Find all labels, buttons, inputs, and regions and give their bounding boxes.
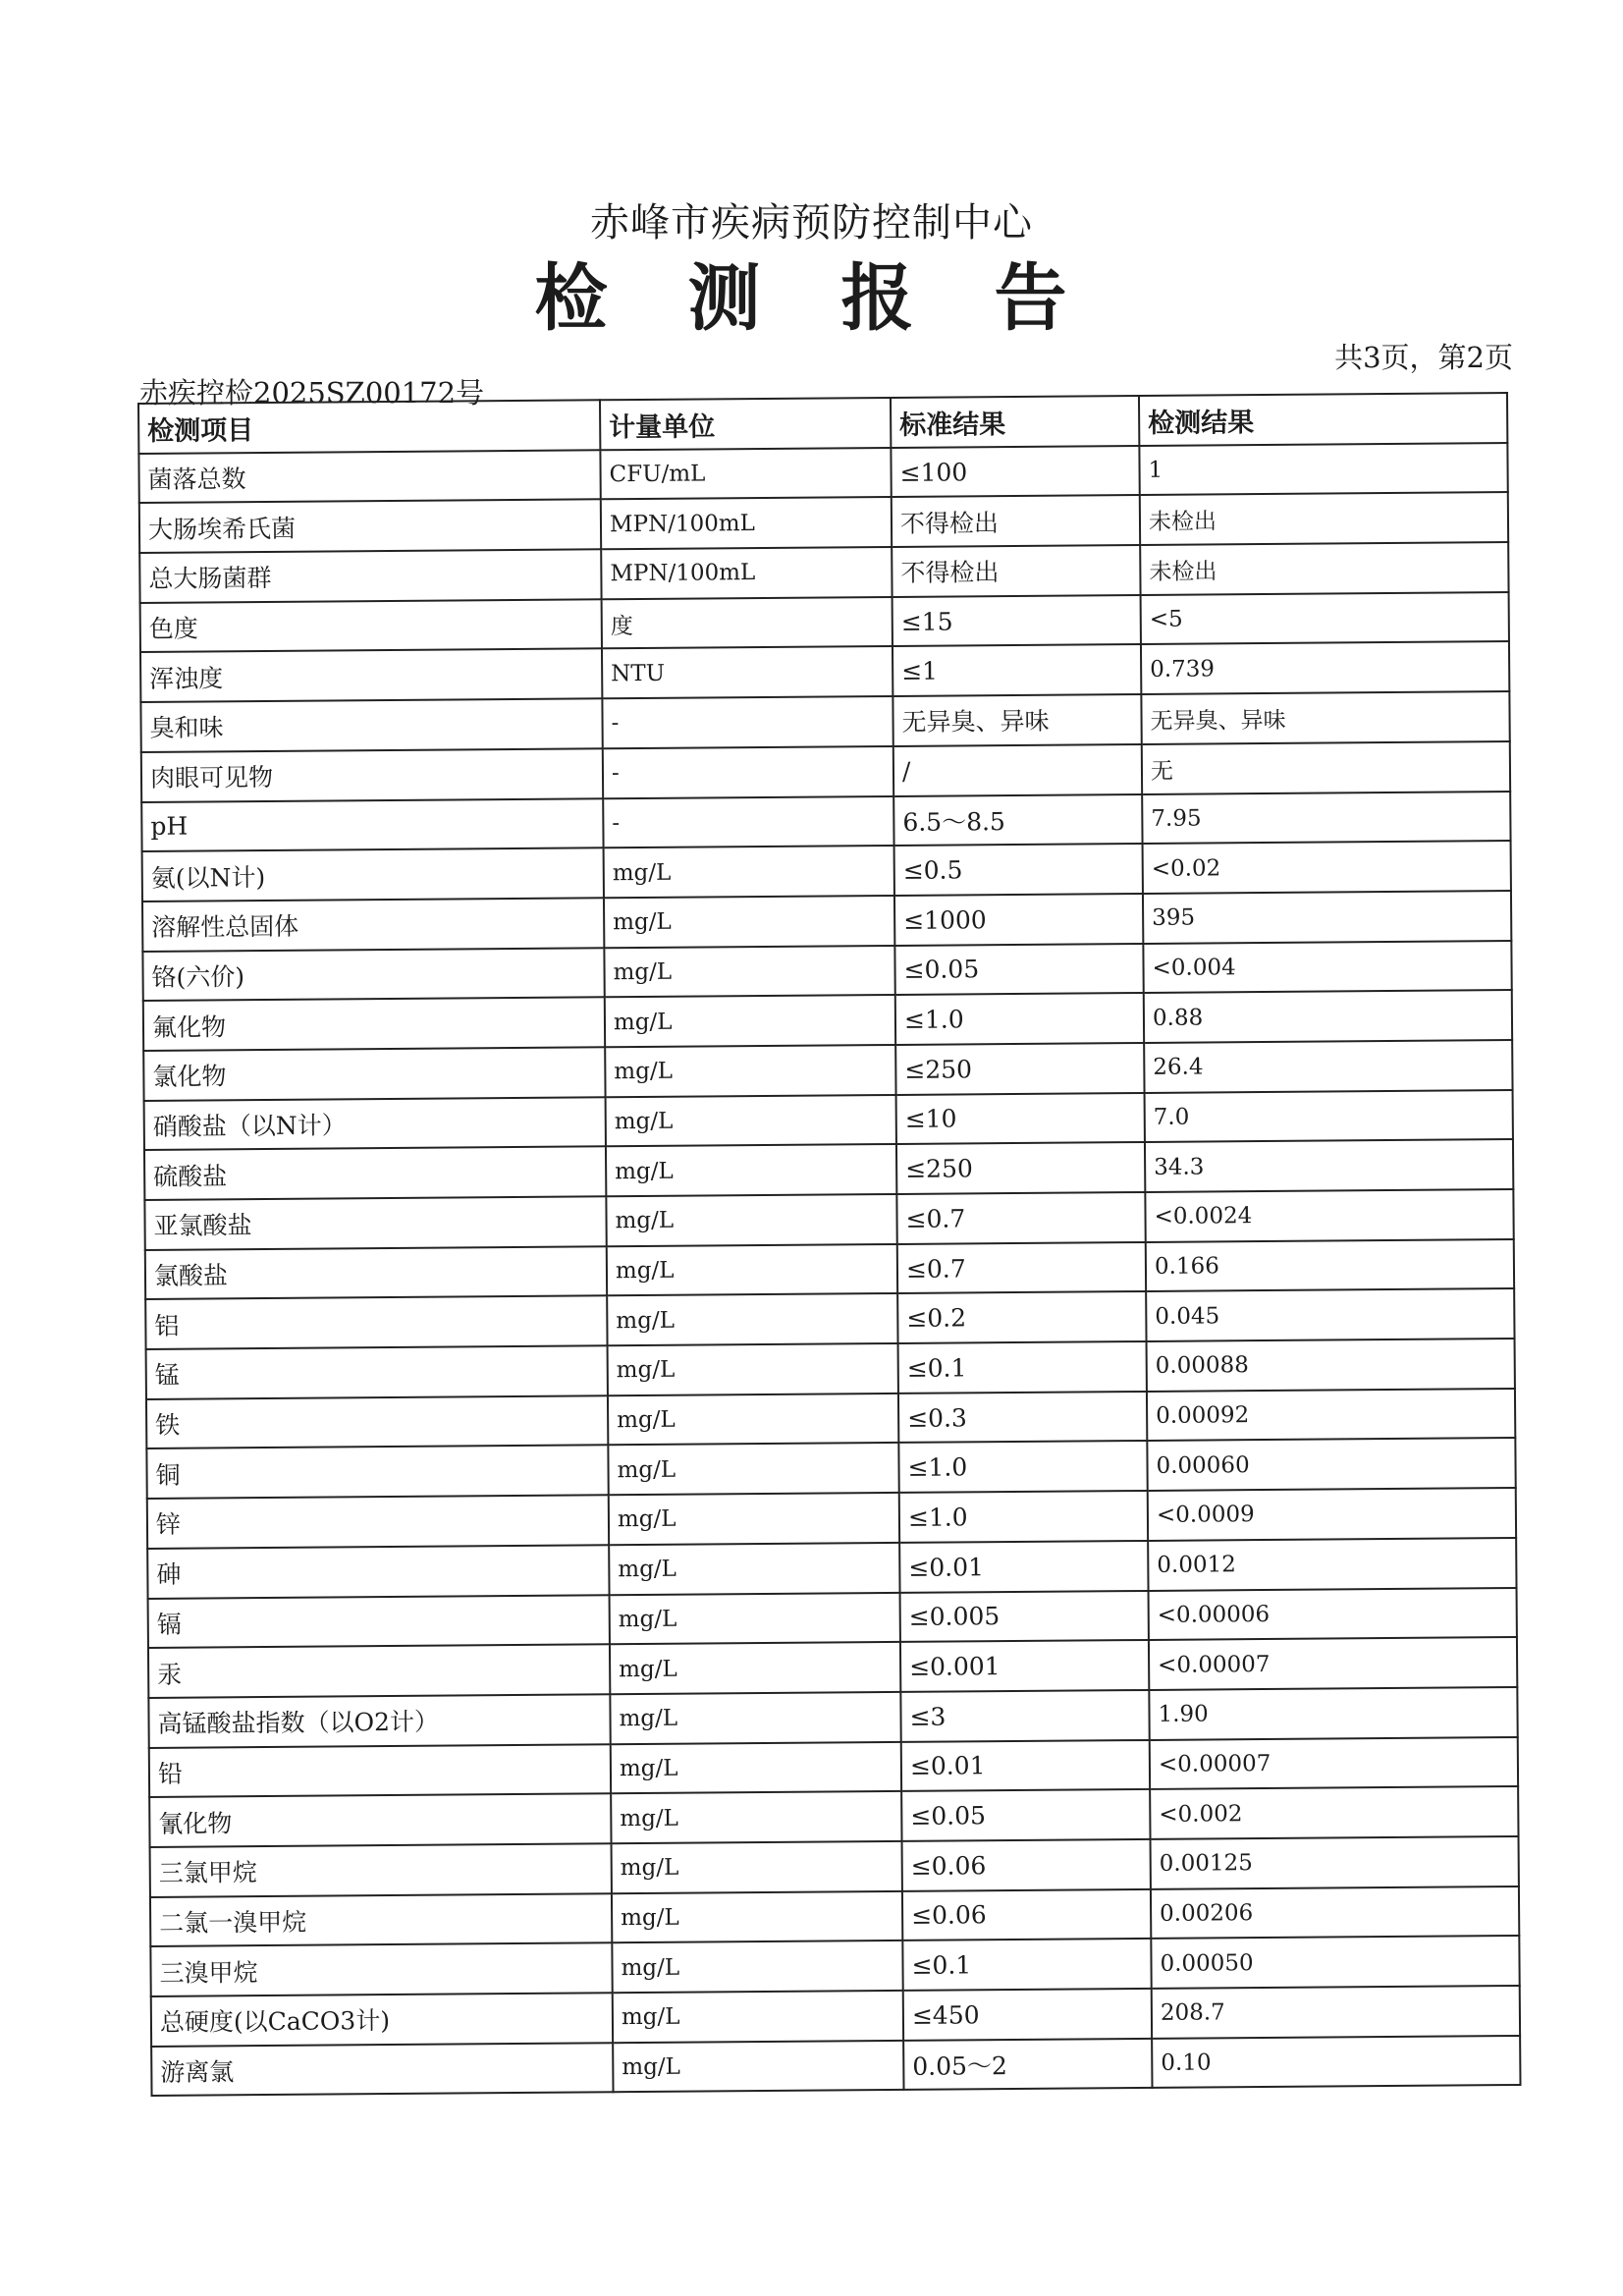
cell-item-name: 菌落总数 [138, 450, 600, 503]
cell-unit: mg/L [612, 1941, 902, 1993]
cell-unit: mg/L [606, 1095, 896, 1147]
cell-standard: ≤100 [891, 446, 1139, 498]
cell-result: 208.7 [1152, 1986, 1520, 2039]
cell-standard: ≤0.7 [897, 1242, 1146, 1294]
report-number: 赤疾控检2025SZ00172号 [139, 376, 485, 410]
cell-item-name: 氟化物 [143, 998, 605, 1051]
cell-result: <0.0009 [1148, 1488, 1516, 1541]
cell-standard: ≤0.06 [902, 1839, 1151, 1891]
cell-item-name: 色度 [140, 599, 602, 652]
cell-result: 0.88 [1144, 990, 1512, 1043]
cell-item-name: 三溴甲烷 [150, 1943, 612, 1996]
cell-unit: mg/L [610, 1642, 900, 1694]
cell-result: 无异臭、异味 [1141, 691, 1509, 744]
cell-standard: ≤0.001 [900, 1640, 1149, 1692]
cell-item-name: 汞 [148, 1644, 610, 1697]
cell-result: 0.00206 [1151, 1886, 1519, 1940]
cell-item-name: 砷 [147, 1545, 609, 1598]
cell-standard: ≤250 [896, 1142, 1145, 1194]
cell-unit: mg/L [604, 896, 894, 948]
table-body [138, 443, 1520, 2097]
cell-standard: ≤0.7 [896, 1192, 1145, 1244]
cell-unit: mg/L [609, 1543, 899, 1595]
cell-unit: mg/L [610, 1592, 900, 1644]
cell-item-name: 三氯甲烷 [150, 1843, 612, 1896]
cell-standard: ≤10 [896, 1093, 1145, 1145]
cell-standard: ≤0.06 [902, 1889, 1151, 1941]
cell-item-name: 总大肠菌群 [139, 549, 601, 602]
cell-unit: mg/L [611, 1741, 901, 1793]
cell-result: <0.002 [1150, 1786, 1518, 1839]
cell-result: <0.02 [1143, 841, 1511, 894]
cell-unit: - [602, 696, 893, 748]
cell-result: 1 [1139, 443, 1507, 496]
cell-unit: mg/L [613, 1991, 903, 2043]
cell-standard: 不得检出 [892, 545, 1140, 597]
cell-standard: ≤15 [893, 595, 1141, 647]
cell-item-name: 高锰酸盐指数（以O2计） [148, 1694, 610, 1747]
cell-standard: ≤0.1 [898, 1341, 1147, 1394]
cell-result: 0.00060 [1147, 1438, 1515, 1491]
cell-standard: ≤0.05 [894, 944, 1143, 996]
cell-standard: ≤1 [893, 644, 1141, 696]
cell-standard: 6.5～8.5 [893, 793, 1142, 846]
cell-result: 26.4 [1144, 1040, 1512, 1093]
cell-unit: mg/L [606, 1194, 896, 1246]
cell-unit: mg/L [613, 2041, 903, 2093]
cell-result: 395 [1143, 891, 1511, 944]
cell-unit: mg/L [607, 1244, 897, 1296]
cell-unit: MPN/100mL [601, 547, 892, 599]
cell-standard: ≤1.0 [895, 993, 1144, 1045]
cell-standard: ≤250 [895, 1043, 1144, 1095]
cell-item-name: 臭和味 [140, 698, 602, 751]
cell-standard: ≤0.005 [900, 1590, 1149, 1642]
cell-standard: ≤0.2 [897, 1291, 1146, 1343]
cell-result: 7.95 [1142, 792, 1510, 845]
cell-result: <5 [1141, 592, 1509, 645]
cell-result: 未检出 [1140, 492, 1508, 545]
results-table-container [137, 392, 1520, 2097]
cell-item-name: 镉 [148, 1595, 610, 1648]
organization-name: 赤峰市疾病预防控制中心 [590, 200, 1033, 246]
cell-unit: - [603, 746, 893, 798]
cell-unit: mg/L [611, 1791, 901, 1843]
cell-standard: ≤0.3 [898, 1392, 1147, 1444]
cell-result: 0.166 [1146, 1239, 1514, 1292]
cell-item-name: 铁 [146, 1395, 608, 1449]
cell-unit: mg/L [610, 1692, 900, 1744]
cell-item-name: 硝酸盐（以N计） [144, 1097, 606, 1150]
cell-standard: ≤0.01 [899, 1541, 1148, 1593]
cell-unit: - [603, 795, 893, 847]
cell-item-name: 氯酸盐 [145, 1246, 607, 1299]
cell-standard: ≤0.1 [902, 1939, 1151, 1991]
cell-result: <0.00007 [1150, 1737, 1518, 1790]
cell-unit: 度 [602, 597, 893, 649]
cell-item-name: 浑浊度 [140, 649, 602, 702]
cell-unit: mg/L [604, 946, 894, 998]
cell-result: 0.00088 [1147, 1339, 1515, 1392]
cell-item-name: 氰化物 [149, 1794, 611, 1847]
cell-result: 1.90 [1149, 1687, 1517, 1740]
cell-item-name: 溶解性总固体 [142, 898, 604, 951]
cell-result: <0.004 [1143, 941, 1511, 994]
cell-result: 0.00050 [1151, 1936, 1519, 1989]
cell-item-name: 亚氯酸盐 [144, 1196, 606, 1249]
cell-item-name: 总硬度(以CaCO3计) [151, 1993, 613, 2046]
cell-result: <0.0024 [1145, 1189, 1513, 1242]
cell-result: 34.3 [1145, 1139, 1513, 1192]
cell-standard: ≤0.5 [894, 844, 1143, 896]
cell-unit: mg/L [606, 1144, 896, 1196]
cell-unit: mg/L [608, 1394, 898, 1446]
results-table [137, 392, 1522, 2097]
cell-unit: mg/L [605, 1045, 895, 1097]
column-header-unit: 计量单位 [600, 398, 891, 450]
cell-result: 0.739 [1141, 641, 1509, 694]
cell-unit: MPN/100mL [601, 497, 892, 549]
cell-item-name: 游离氯 [151, 2043, 613, 2096]
cell-unit: CFU/mL [600, 448, 891, 500]
cell-item-name: 肉眼可见物 [141, 748, 603, 801]
cell-unit: mg/L [608, 1443, 898, 1495]
cell-result: <0.00006 [1149, 1588, 1517, 1641]
cell-unit: mg/L [607, 1293, 897, 1345]
page-indicator: 共3页，第2页 [1334, 341, 1513, 374]
cell-result: 0.10 [1152, 2036, 1520, 2089]
cell-item-name: 大肠埃希氏菌 [139, 500, 601, 553]
cell-item-name: pH [141, 798, 603, 851]
cell-standard: / [893, 744, 1142, 796]
cell-standard: ≤3 [900, 1690, 1149, 1742]
cell-item-name: 硫酸盐 [144, 1147, 606, 1200]
cell-standard: ≤450 [903, 1989, 1152, 2041]
cell-standard: ≤0.01 [901, 1740, 1150, 1792]
cell-item-name: 铬(六价) [142, 948, 604, 1001]
table-row [151, 2036, 1520, 2097]
cell-item-name: 锌 [147, 1495, 609, 1548]
cell-standard: ≤1.0 [899, 1491, 1148, 1543]
column-header-item: 检测项目 [138, 400, 600, 453]
cell-result: 7.0 [1145, 1090, 1513, 1143]
cell-unit: mg/L [612, 1841, 902, 1893]
cell-standard: 不得检出 [892, 495, 1140, 547]
cell-result: 0.0012 [1148, 1538, 1516, 1591]
cell-item-name: 锰 [146, 1345, 608, 1398]
cell-unit: mg/L [604, 846, 894, 898]
column-header-standard: 标准结果 [891, 396, 1139, 448]
cell-unit: mg/L [608, 1343, 898, 1395]
cell-unit: mg/L [612, 1891, 902, 1943]
cell-result: <0.00007 [1149, 1637, 1517, 1690]
cell-result: 0.00092 [1147, 1389, 1515, 1442]
cell-item-name: 铅 [149, 1744, 611, 1797]
cell-standard: ≤1000 [894, 894, 1143, 946]
cell-item-name: 铜 [146, 1446, 608, 1499]
cell-unit: mg/L [609, 1493, 899, 1545]
cell-item-name: 氯化物 [143, 1047, 605, 1100]
column-header-result: 检测结果 [1139, 393, 1507, 446]
document-title: 检测报告 [534, 256, 1148, 341]
cell-result: 无 [1142, 741, 1510, 794]
cell-unit: mg/L [605, 995, 895, 1047]
cell-unit: NTU [602, 646, 893, 698]
cell-item-name: 二氯一溴甲烷 [150, 1893, 612, 1946]
cell-result: 0.045 [1146, 1288, 1514, 1341]
cell-item-name: 铝 [145, 1296, 607, 1349]
cell-result: 0.00125 [1151, 1836, 1519, 1889]
cell-standard: ≤0.05 [901, 1789, 1150, 1841]
cell-standard: 无异臭、异味 [893, 694, 1141, 746]
cell-result: 未检出 [1140, 542, 1508, 595]
cell-item-name: 氨(以N计) [142, 847, 604, 901]
cell-standard: ≤1.0 [898, 1441, 1147, 1493]
cell-standard: 0.05～2 [903, 2039, 1152, 2091]
